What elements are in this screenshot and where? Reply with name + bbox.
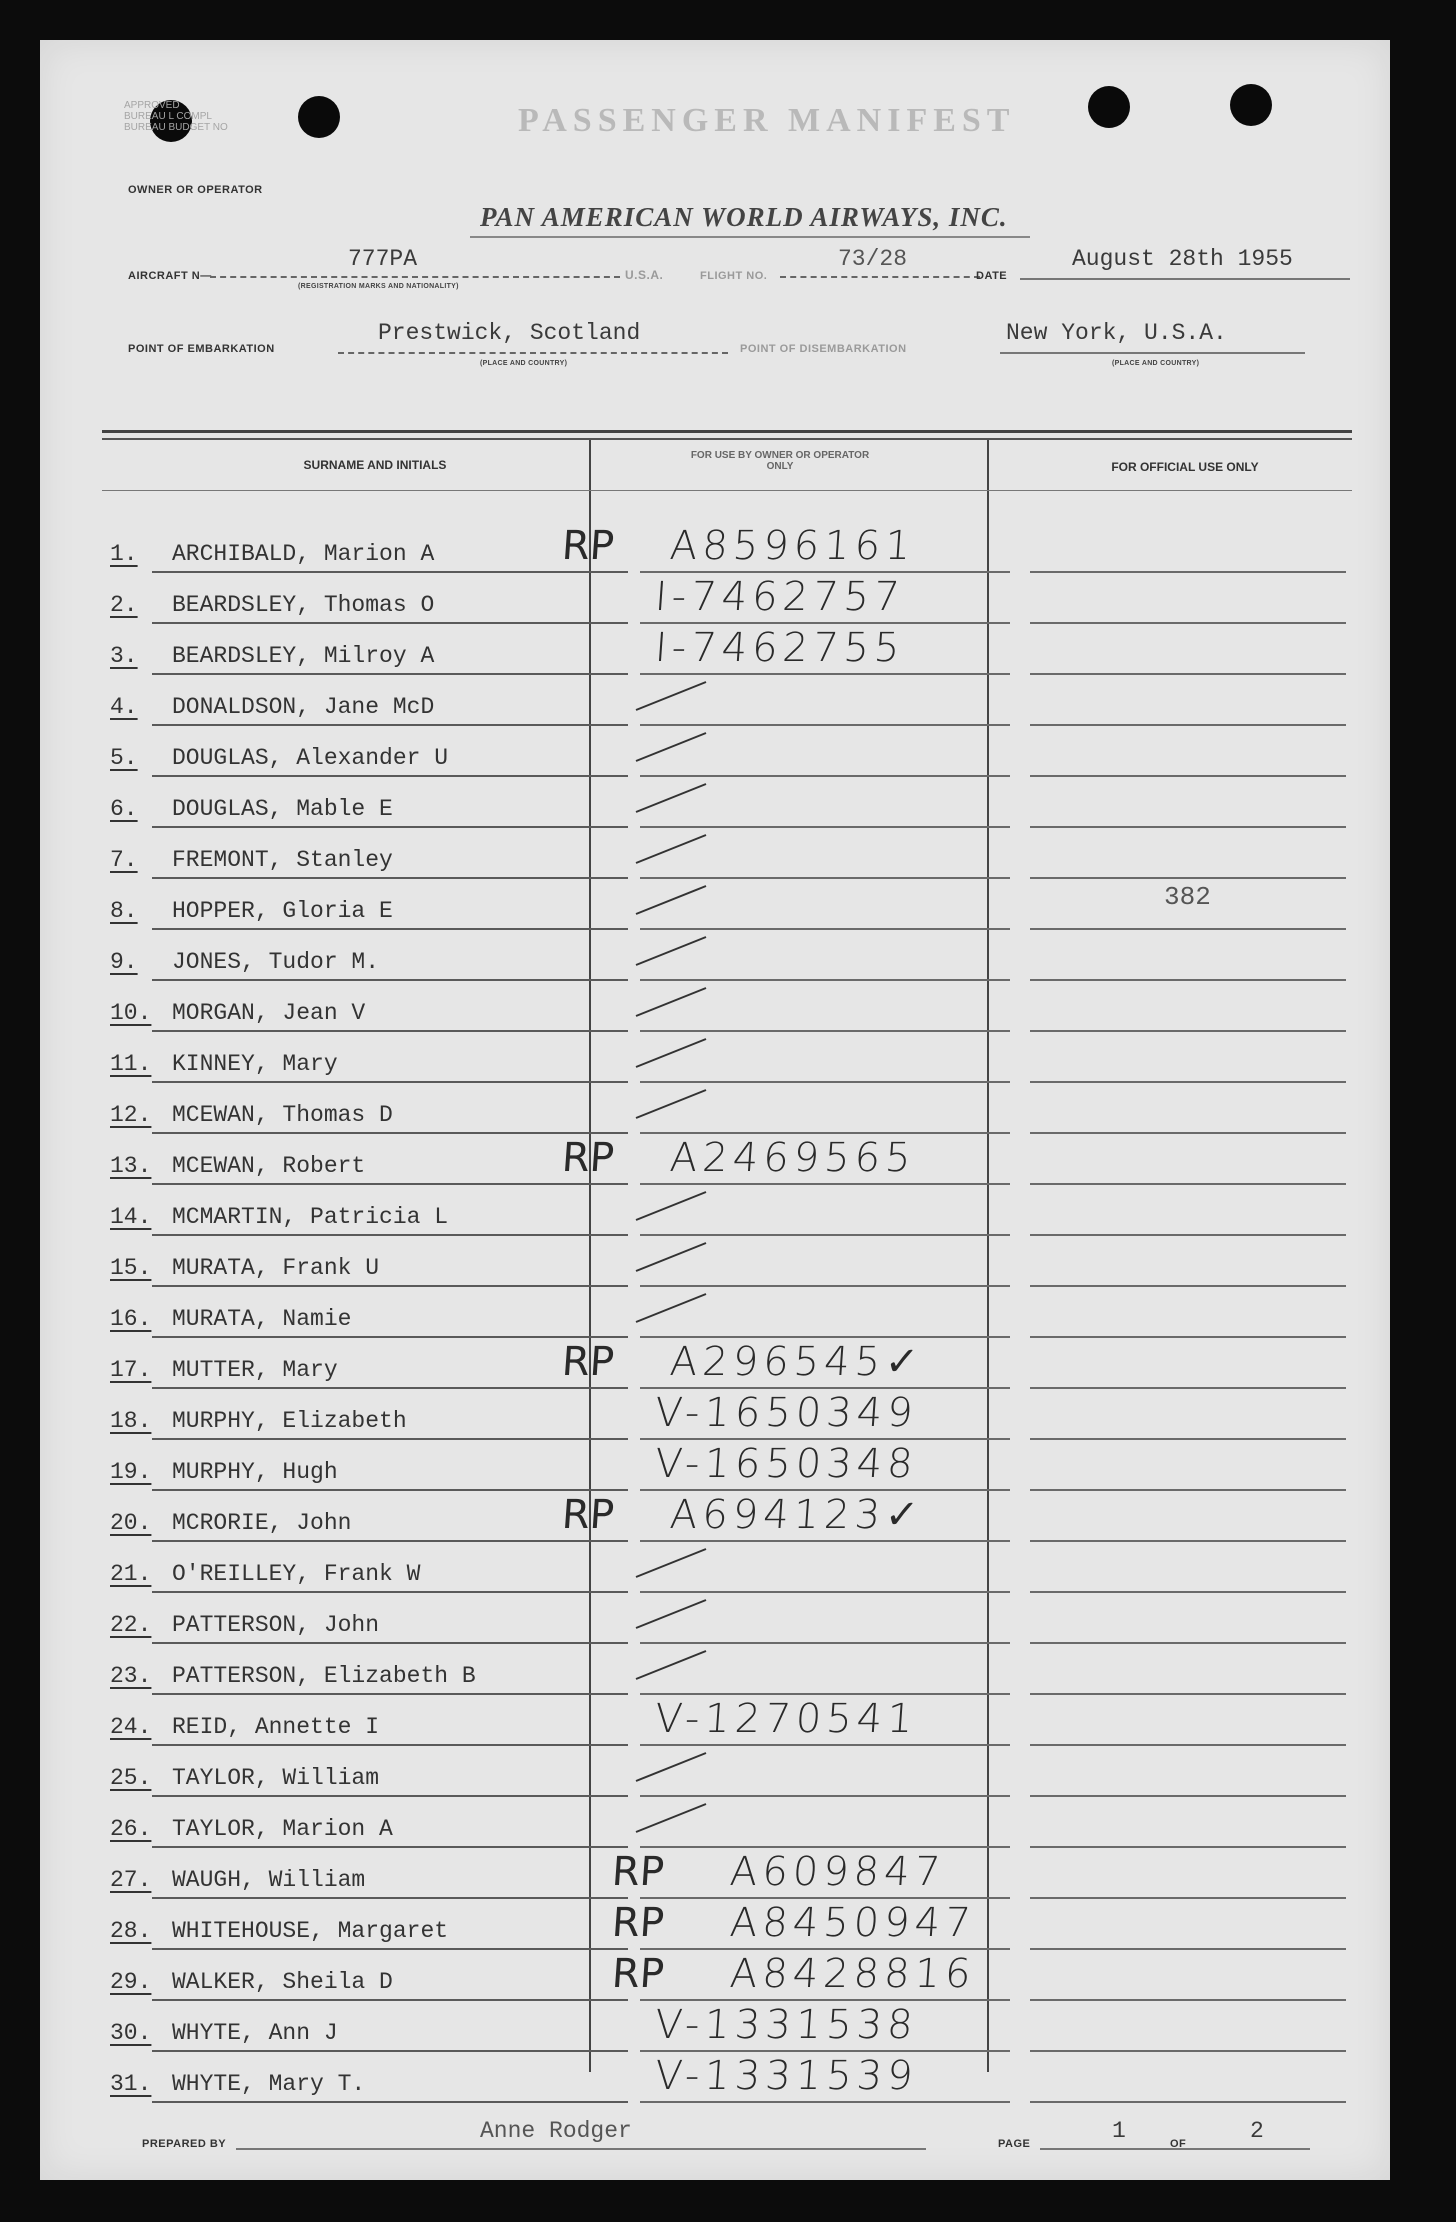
- prepared-by-value: Anne Rodger: [480, 2118, 632, 2144]
- check-stroke-mark: [632, 678, 712, 714]
- embarkation-underline: [338, 352, 728, 354]
- passenger-row: [40, 777, 1390, 828]
- passenger-row: [40, 1593, 1390, 1644]
- passenger-name: HOPPER, Gloria E: [172, 898, 393, 924]
- passenger-row: [40, 1440, 1390, 1491]
- operator-name: PAN AMERICAN WORLD AIRWAYS, INC.: [480, 202, 1008, 232]
- passenger-name: WALKER, Sheila D: [172, 1969, 393, 1995]
- table-top-rule-1: [102, 430, 1352, 433]
- passenger-row: [40, 1644, 1390, 1695]
- check-stroke-mark: [632, 933, 712, 969]
- owner-use-column-header: FOR USE BY OWNER OR OPERATOR ONLY: [690, 450, 870, 472]
- passenger-name: MUTTER, Mary: [172, 1357, 338, 1383]
- page-label: PAGE: [998, 2138, 1031, 2150]
- passenger-row: [40, 522, 1390, 573]
- flight-underline: [780, 276, 980, 278]
- handwritten-rp: RP: [560, 523, 616, 569]
- embarkation-label: POINT OF EMBARKATION: [128, 343, 275, 355]
- passenger-name: TAYLOR, William: [172, 1765, 380, 1791]
- passenger-number: 14.: [110, 1204, 152, 1230]
- passenger-number: 2.: [110, 592, 138, 618]
- of-value: 2: [1250, 2118, 1264, 2144]
- passenger-number: 25.: [110, 1765, 152, 1791]
- passenger-row: [40, 1185, 1390, 1236]
- disembarkation-underline: [1000, 352, 1305, 354]
- passenger-number: 27.: [110, 1867, 152, 1893]
- passenger-number: 19.: [110, 1459, 152, 1485]
- passenger-number: 1.: [110, 541, 138, 567]
- passenger-number: 9.: [110, 949, 138, 975]
- owner-underline: [470, 236, 1030, 238]
- passenger-name: MURPHY, Elizabeth: [172, 1408, 407, 1434]
- check-stroke-mark: [632, 1239, 712, 1275]
- row-rule: [640, 2101, 1010, 2103]
- passenger-row: [40, 1287, 1390, 1338]
- handwritten-document-number: V-1650349: [653, 1390, 920, 1436]
- punch-hole-left-2: [298, 96, 340, 138]
- check-stroke-mark: [632, 780, 712, 816]
- check-stroke-mark: [632, 729, 712, 765]
- passenger-row: [40, 828, 1390, 879]
- handwritten-document-number: A8596161: [668, 523, 918, 569]
- check-stroke-mark: [632, 882, 712, 918]
- passenger-row: [40, 1746, 1390, 1797]
- passenger-row: [40, 573, 1390, 624]
- passenger-number: 3.: [110, 643, 138, 669]
- handwritten-document-number: A8450947: [728, 1900, 978, 1946]
- passenger-number: 20.: [110, 1510, 152, 1536]
- date-label: DATE: [976, 270, 1008, 282]
- passenger-name: WHYTE, Ann J: [172, 2020, 338, 2046]
- row-rule: [1030, 2101, 1346, 2103]
- disembarkation-caption: (PLACE AND COUNTRY): [1112, 360, 1200, 367]
- date-underline: [1020, 278, 1350, 280]
- handwritten-rp: RP: [610, 1900, 666, 1946]
- passenger-row: [40, 981, 1390, 1032]
- passenger-number: 26.: [110, 1816, 152, 1842]
- passenger-row: [40, 2001, 1390, 2052]
- passenger-row: [40, 2052, 1390, 2103]
- passenger-row: [40, 1083, 1390, 1134]
- check-stroke-mark: [632, 831, 712, 867]
- handwritten-rp: RP: [610, 1951, 666, 1997]
- passenger-name: FREMONT, Stanley: [172, 847, 393, 873]
- passenger-number: 11.: [110, 1051, 152, 1077]
- passenger-row: [40, 1695, 1390, 1746]
- passenger-name: PATTERSON, Elizabeth B: [172, 1663, 476, 1689]
- passenger-name: O'REILLEY, Frank W: [172, 1561, 421, 1587]
- check-stroke-mark: [632, 1596, 712, 1632]
- handwritten-document-number: V-1331538: [653, 2002, 920, 2048]
- handwritten-document-number: V-1270541: [653, 1696, 920, 1742]
- passenger-row: [40, 675, 1390, 726]
- passenger-name: PATTERSON, John: [172, 1612, 380, 1638]
- passenger-name: JONES, Tudor M.: [172, 949, 380, 975]
- official-note: 382: [1164, 882, 1211, 912]
- passenger-name: MURPHY, Hugh: [172, 1459, 338, 1485]
- handwritten-document-number: I-7462757: [653, 574, 906, 620]
- passenger-number: 13.: [110, 1153, 152, 1179]
- passenger-name: DOUGLAS, Alexander U: [172, 745, 449, 771]
- passenger-name: DONALDSON, Jane McD: [172, 694, 435, 720]
- passenger-name: MURATA, Frank U: [172, 1255, 380, 1281]
- usa-label: U.S.A.: [625, 268, 664, 282]
- passenger-number: 15.: [110, 1255, 152, 1281]
- embarkation-value: Prestwick, Scotland: [378, 320, 641, 346]
- aircraft-label: AIRCRAFT N—: [128, 270, 212, 282]
- handwritten-document-number: A2469565: [668, 1135, 918, 1181]
- passenger-name: ARCHIBALD, Marion A: [172, 541, 435, 567]
- of-underline: [1200, 2148, 1310, 2150]
- handwritten-document-number: V-1331539: [653, 2053, 920, 2099]
- approval-stamp: APPROVED BUREAU L COMPL BUREAU BUDGET NO: [124, 100, 228, 133]
- passenger-name: WAUGH, William: [172, 1867, 366, 1893]
- handwritten-rp: RP: [560, 1339, 616, 1385]
- disembarkation-label: POINT OF DISEMBARKATION: [740, 343, 907, 355]
- passenger-name: MCMARTIN, Patricia L: [172, 1204, 449, 1230]
- form-title: PASSENGER MANIFEST: [518, 102, 1016, 139]
- handwritten-document-number: I-7462755: [653, 625, 906, 671]
- passenger-number: 5.: [110, 745, 138, 771]
- embarkation-caption: (PLACE AND COUNTRY): [480, 360, 568, 367]
- passenger-row: [40, 1389, 1390, 1440]
- passenger-name: MORGAN, Jean V: [172, 1000, 366, 1026]
- handwritten-rp: RP: [560, 1492, 616, 1538]
- prepared-by-underline: [236, 2148, 926, 2150]
- passenger-row: [40, 1848, 1390, 1899]
- surname-column-header: SURNAME AND INITIALS: [303, 458, 447, 472]
- passenger-row: [40, 1899, 1390, 1950]
- check-stroke-mark: [632, 1749, 712, 1785]
- passenger-name: MCEWAN, Thomas D: [172, 1102, 393, 1128]
- passenger-number: 7.: [110, 847, 138, 873]
- passenger-row: [40, 1032, 1390, 1083]
- flight-value: 73/28: [838, 246, 908, 272]
- prepared-by-label: PREPARED BY: [142, 2138, 227, 2150]
- passenger-name: REID, Annette I: [172, 1714, 380, 1740]
- passenger-number: 23.: [110, 1663, 152, 1689]
- handwritten-rp: RP: [560, 1135, 616, 1181]
- passenger-name: BEARDSLEY, Thomas O: [172, 592, 435, 618]
- passenger-number: 29.: [110, 1969, 152, 1995]
- table-top-rule-2: [102, 438, 1352, 440]
- aircraft-value: 777PA: [348, 246, 418, 272]
- passenger-name: KINNEY, Mary: [172, 1051, 338, 1077]
- registration-caption: (REGISTRATION MARKS AND NATIONALITY): [298, 283, 459, 290]
- passenger-row: [40, 1542, 1390, 1593]
- handwritten-document-number: V-1650348: [653, 1441, 920, 1487]
- row-rule: [152, 2101, 628, 2103]
- passenger-number: 24.: [110, 1714, 152, 1740]
- check-stroke-mark: [632, 1290, 712, 1326]
- passenger-row: [40, 624, 1390, 675]
- passenger-name: TAYLOR, Marion A: [172, 1816, 393, 1842]
- date-value: August 28th 1955: [1072, 246, 1293, 272]
- passenger-row: [40, 1491, 1390, 1542]
- check-stroke-mark: [632, 1545, 712, 1581]
- header-bottom-rule: [102, 490, 1352, 491]
- check-stroke-mark: [632, 1647, 712, 1683]
- check-stroke-mark: [632, 1086, 712, 1122]
- handwritten-document-number: A694123✓: [668, 1492, 926, 1538]
- aircraft-underline: [210, 276, 620, 278]
- passenger-name: MCEWAN, Robert: [172, 1153, 366, 1179]
- passenger-row: [40, 1236, 1390, 1287]
- passenger-number: 10.: [110, 1000, 152, 1026]
- passenger-row: [40, 1134, 1390, 1185]
- passenger-number: 17.: [110, 1357, 152, 1383]
- check-stroke-mark: [632, 984, 712, 1020]
- manifest-page: [40, 40, 1390, 2180]
- passenger-number: 31.: [110, 2071, 152, 2097]
- passenger-number: 12.: [110, 1102, 152, 1128]
- disembarkation-value: New York, U.S.A.: [1006, 320, 1227, 346]
- punch-hole-right-1: [1088, 86, 1130, 128]
- check-stroke-mark: [632, 1188, 712, 1224]
- passenger-number: 21.: [110, 1561, 152, 1587]
- passenger-name: BEARDSLEY, Milroy A: [172, 643, 435, 669]
- handwritten-document-number: A609847: [728, 1849, 947, 1895]
- passenger-number: 18.: [110, 1408, 152, 1434]
- passenger-row: [40, 1797, 1390, 1848]
- flight-label: FLIGHT NO.: [700, 270, 768, 282]
- passenger-row: [40, 930, 1390, 981]
- passenger-number: 6.: [110, 796, 138, 822]
- official-use-column-header: FOR OFFICIAL USE ONLY: [1111, 460, 1259, 474]
- passenger-name: WHYTE, Mary T.: [172, 2071, 366, 2097]
- passenger-number: 16.: [110, 1306, 152, 1332]
- passenger-row: [40, 1338, 1390, 1389]
- passenger-number: 22.: [110, 1612, 152, 1638]
- passenger-number: 4.: [110, 694, 138, 720]
- handwritten-document-number: A8428816: [728, 1951, 978, 1997]
- punch-hole-right-2: [1230, 84, 1272, 126]
- passenger-name: WHITEHOUSE, Margaret: [172, 1918, 449, 1944]
- passenger-name: DOUGLAS, Mable E: [172, 796, 393, 822]
- check-stroke-mark: [632, 1035, 712, 1071]
- passenger-number: 30.: [110, 2020, 152, 2046]
- passenger-name: MURATA, Namie: [172, 1306, 352, 1332]
- passenger-number: 28.: [110, 1918, 152, 1944]
- passenger-name: MCRORIE, John: [172, 1510, 352, 1536]
- handwritten-document-number: A296545✓: [668, 1339, 926, 1385]
- passenger-row: [40, 726, 1390, 777]
- page-value: 1: [1112, 2118, 1126, 2144]
- handwritten-rp: RP: [610, 1849, 666, 1895]
- of-label: OF: [1170, 2138, 1187, 2150]
- check-stroke-mark: [632, 1800, 712, 1836]
- passenger-number: 8.: [110, 898, 138, 924]
- owner-label: OWNER OR OPERATOR: [128, 184, 263, 196]
- passenger-row: [40, 1950, 1390, 2001]
